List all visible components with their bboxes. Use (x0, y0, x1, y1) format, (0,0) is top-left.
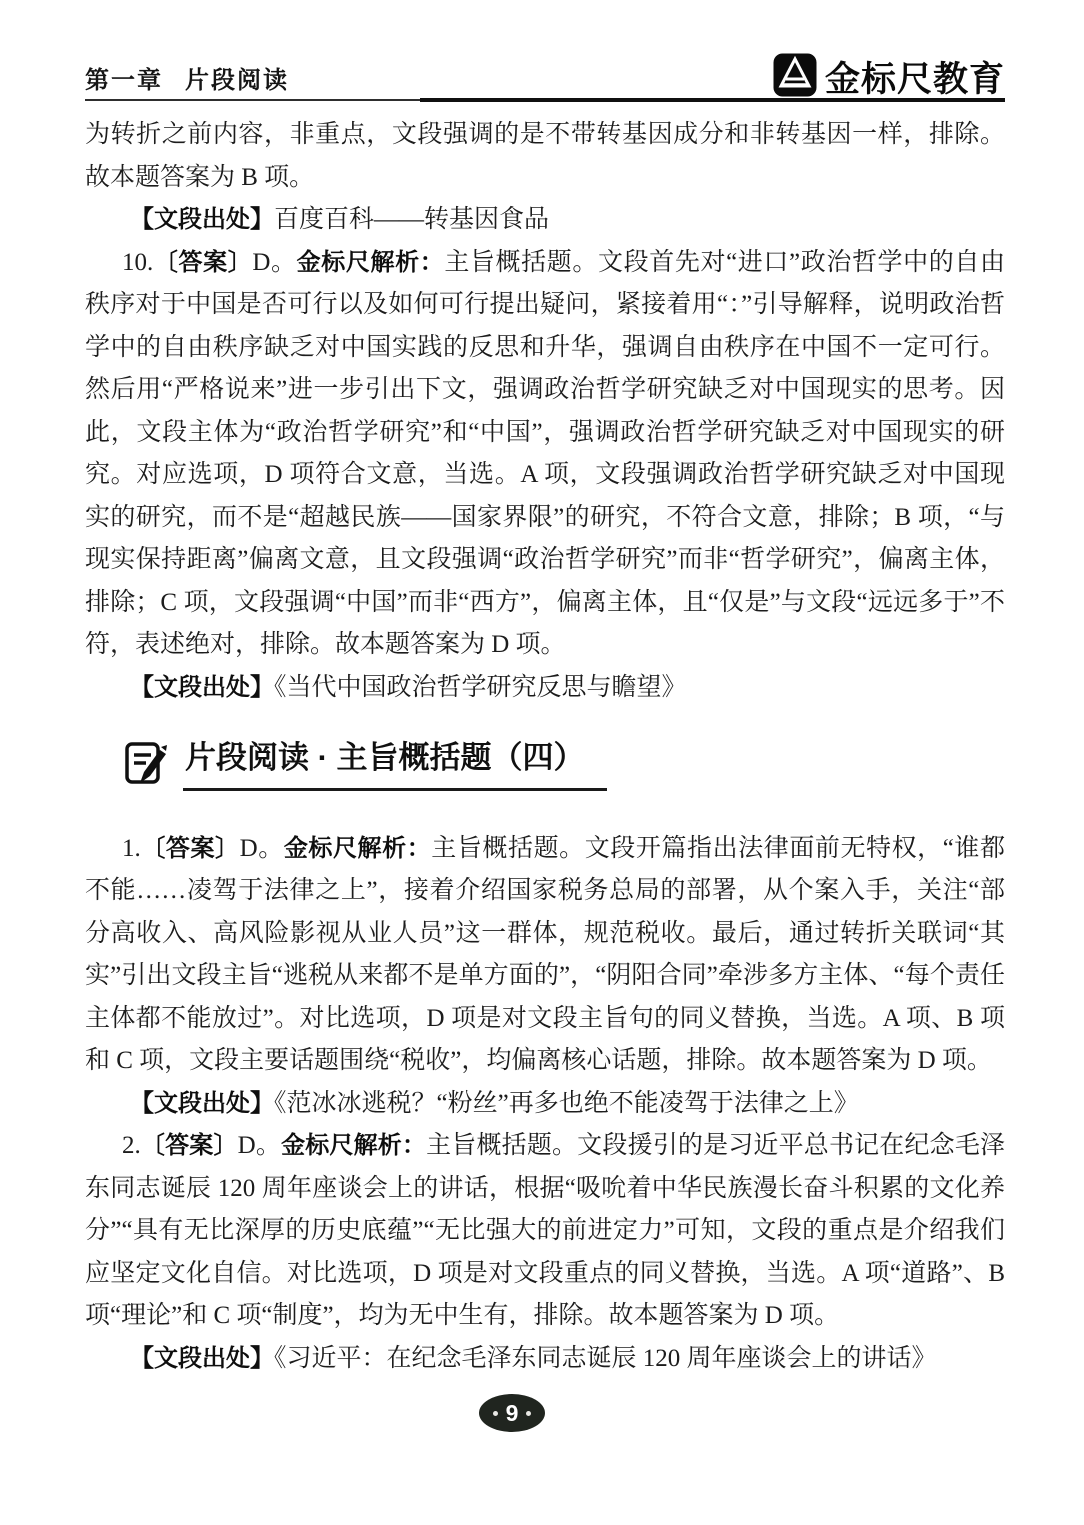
answer-item-2 (85, 1125, 1005, 1338)
answer-tag: 〔答案〕 (140, 1132, 238, 1159)
source-label: 【文段出处】 (130, 206, 274, 233)
answer-tag: 〔答案〕 (153, 248, 253, 276)
section-heading (125, 737, 1005, 802)
page-content (85, 114, 1005, 1380)
badge-dot-left (493, 1411, 498, 1416)
analysis-body: 主旨概括题。文段首先对“进口”政治哲学中的自由秩序对于中国是否可行以及如何可行提出疑问，紧接着用“：”引导解释，说明政治哲学中的自由秩序缺乏对中国实践的反思和升华，强调自由秩序在中国不一定可行。然后用“严格说来”进一步引出下文，强调政治哲学研究缺乏对中国现实的思考。因此，文段主体为“政治哲学研究”和“中国”，强调政治哲学研究缺乏对中国现实的研究。对应选项，D 项符合文意，当选。A 项，文段强调政治哲学研究缺乏对中国现实的研究，而不是“超越民族——国家界限”的研究，不符合文意，排除；B 项，“与现实保持距离”偏离文意，且文段强调“政治哲学研究”而非“哲学研究”，偏离主体，排除；C 项，文段强调“中国”而非“西方”，偏离主体，且“仅是”与文段“远远多于”不符，表述绝对，排除。故本题答案为 D 项。 (85, 248, 1006, 658)
source-line (85, 667, 1005, 710)
source-line (85, 1338, 1005, 1381)
badge-dot-right (526, 1411, 531, 1416)
answer-tag: 〔答案〕 (140, 834, 240, 862)
page-header (85, 52, 1005, 102)
source-text: 百度百科——转基因食品 (274, 206, 550, 233)
analysis-label: 金标尺解析： (281, 1132, 427, 1159)
analysis-label: 金标尺解析： (296, 248, 445, 276)
answer-letter: D。 (252, 248, 297, 276)
notepad-pencil-icon (125, 739, 167, 802)
analysis-label: 金标尺解析： (283, 834, 432, 862)
source-text: 《习近平：在纪念毛泽东同志诞辰 120 周年座谈会上的讲话》 (274, 1344, 937, 1372)
item-number: 10. (122, 248, 154, 276)
source-text: 《当代中国政治哲学研究反思与瞻望》 (274, 673, 687, 701)
answer-letter: D。 (237, 1132, 282, 1159)
header-rule-thick (420, 98, 1005, 102)
answer-item-10 (85, 242, 1005, 667)
source-label: 【文段出处】 (130, 1089, 274, 1117)
section-heading-title: 片段阅读 · 主旨概括题（四） (183, 737, 607, 791)
chapter-heading (85, 60, 289, 95)
paragraph-continuation (85, 114, 1005, 199)
answer-letter: D。 (239, 834, 284, 862)
brand-name: 金标尺教育 (824, 60, 1005, 99)
source-line (85, 1083, 1005, 1126)
source-label: 【文段出处】 (130, 673, 274, 701)
analysis-body: 主旨概括题。文段开篇指出法律面前无特权，“谁都不能……凌驾于法律之上”，接着介绍国家税务总局的部署，从个案入手，关注“部分高收入、高风险影视从业人员”这一群体，规范税收。最后，通过转折关联词“其实”引出文段主旨“逃税从来都不是单方面的”，“阴阳合同”牵涉多方主体、“每个责任主体都不能放过”。对比选项，D 项是对文段主旨句的同义替换，当选。A 项、B 项和 C 项，文段主要话题围绕“税收”，均偏离核心话题，排除。故本题答案为 D 项。 (85, 834, 1006, 1074)
source-label: 【文段出处】 (130, 1344, 274, 1372)
chapter-title: 片段阅读 (185, 66, 289, 94)
item-number: 2. (122, 1132, 141, 1159)
source-text: 《范冰冰逃税？“粉丝”再多也绝不能凌驾于法律之上》 (274, 1089, 859, 1117)
pyramid-logo-icon (772, 52, 818, 103)
page-number-badge (479, 1394, 545, 1432)
page-number: 9 (505, 1399, 519, 1426)
chapter-label: 第一章 (85, 66, 163, 94)
source-line (85, 199, 1005, 242)
item-number: 1. (122, 834, 141, 862)
brand-logo (772, 52, 1005, 103)
paragraph-text: 为转折之前内容，非重点，文段强调的是不带转基因成分和非转基因一样，排除。故本题答案为 B 项。 (85, 121, 1005, 191)
answer-item-1 (85, 828, 1005, 1083)
analysis-body: 主旨概括题。文段援引的是习近平总书记在纪念毛泽东同志诞辰 120 周年座谈会上的讲话，根据“吸吮着中华民族漫长奋斗积累的文化养分”“具有无比深厚的历史底蕴”“无比强大的前进定力”可知，文段的重点是介绍我们应坚定文化自信。对比选项，D 项是对文段重点的同义替换，当选。A 项“道路”、B 项“理论”和 C 项“制度”，均为无中生有，排除。故本题答案为 D 项。 (85, 1132, 1006, 1329)
